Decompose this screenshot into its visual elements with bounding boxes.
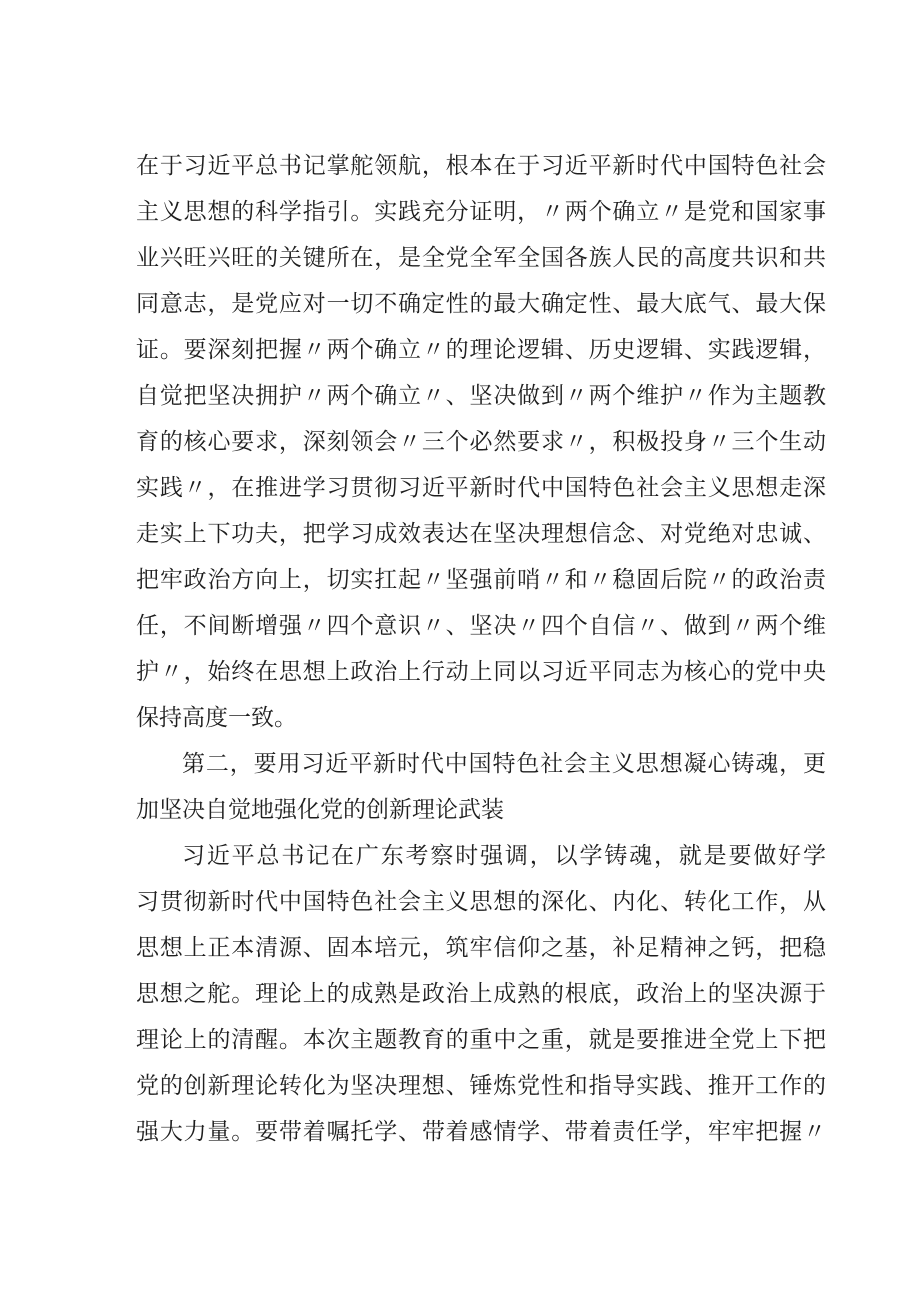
paragraph-line: 保持高度一致。 xyxy=(136,705,297,731)
section-heading-line: 第二，要用习近平新时代中国特色社会主义思想凝心铸魂，更 xyxy=(182,751,826,777)
paragraph-line: 思想上正本清源、固本培元，筑牢信仰之基，补足精神之钙，把稳 xyxy=(136,935,826,961)
paragraph-line: 把牢政治方向上，切实扛起〃坚强前哨〃和〃稳固后院〃的政治责 xyxy=(136,567,826,593)
paragraph-line: 强大力量。要带着嘱托学、带着感情学、带着责任学，牢牢把握〃 xyxy=(136,1119,826,1145)
document-body xyxy=(136,143,826,1155)
paragraph-line: 实践〃，在推进学习贯彻习近平新时代中国特色社会主义思想走深 xyxy=(136,475,826,501)
paragraph-line: 理论上的清醒。本次主题教育的重中之重，就是要推进全党上下把 xyxy=(136,1027,826,1053)
paragraph-line: 在于习近平总书记掌舵领航，根本在于习近平新时代中国特色社会 xyxy=(136,153,826,179)
paragraph-line: 走实上下功夫，把学习成效表达在坚决理想信念、对党绝对忠诚、 xyxy=(136,521,826,547)
paragraph-line: 主义思想的科学指引。实践充分证明，〃两个确立〃是党和国家事 xyxy=(136,199,826,225)
paragraph-line: 自觉把坚决拥护〃两个确立〃、坚决做到〃两个维护〃作为主题教 xyxy=(136,383,826,409)
paragraph-line: 证。要深刻把握〃两个确立〃的理论逻辑、历史逻辑、实践逻辑， xyxy=(136,337,826,363)
paragraph-line: 育的核心要求，深刻领会〃三个必然要求〃，积极投身〃三个生动 xyxy=(136,429,826,455)
paragraph-line: 思想之舵。理论上的成熟是政治上成熟的根底，政治上的坚决源于 xyxy=(136,981,826,1007)
paragraph-line: 任，不间断增强〃四个意识〃、坚决〃四个自信〃、做到〃两个维 xyxy=(136,613,826,639)
paragraph-line: 习贯彻新时代中国特色社会主义思想的深化、内化、转化工作，从 xyxy=(136,889,826,915)
paragraph-line: 业兴旺兴旺的关键所在，是全党全军全国各族人民的高度共识和共 xyxy=(136,245,826,271)
paragraph-line: 习近平总书记在广东考察时强调，以学铸魂，就是要做好学 xyxy=(182,843,826,869)
paragraph-line: 同意志，是党应对一切不确定性的最大确定性、最大底气、最大保 xyxy=(136,291,826,317)
paragraph-line: 党的创新理论转化为坚决理想、锤炼党性和指导实践、推开工作的 xyxy=(136,1073,826,1099)
section-heading-line: 加坚决自觉地强化党的创新理论武装 xyxy=(136,797,504,823)
paragraph-line: 护〃，始终在思想上政治上行动上同以习近平同志为核心的党中央 xyxy=(136,659,826,685)
